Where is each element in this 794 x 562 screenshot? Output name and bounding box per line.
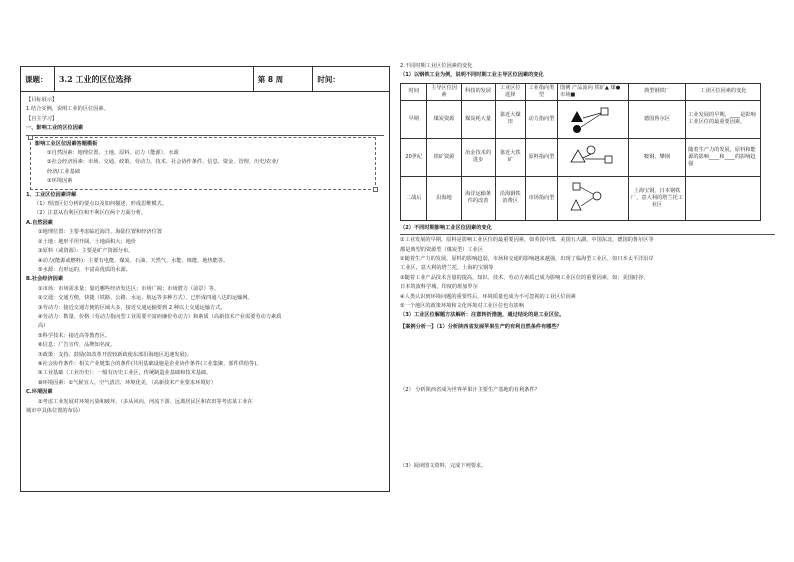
env-item: ②考虑工业发展对环境污染和破坏。（多从风向、河流下游、远离居民区和农田等考虑某工业在: [38, 398, 253, 405]
cell-factor: 铁矿资源: [427, 138, 461, 176]
week-label: 第 8 周: [254, 67, 314, 91]
model-item: ③环境因素: [47, 178, 73, 185]
cell-change: 随着生产力的发展，原料和能源的影响____和____的影响趋强: [686, 138, 761, 176]
flow-diagram-20th-century: [563, 140, 623, 174]
cell-type: 原料指向型: [525, 138, 557, 176]
social-item: ④劳动力：数量、价格（劳动力指向型工业需要丰富而廉价劳动力）和素质（高新技术产业需要劳动力素质: [38, 313, 282, 320]
model-item: 经济/工业基础: [47, 168, 80, 175]
left-column: [20, 66, 390, 492]
social-item: ⑥信息：广告宣传，品牌知名度。: [38, 342, 116, 349]
case-analysis-q1: 【案例分析一】（1）分析陕西省发展苹果生产的有利自然条件有哪些？: [400, 323, 562, 330]
cell-tech: 冶金技术的进步: [461, 138, 495, 176]
coal-circle: [593, 192, 601, 200]
header-cell: 科技的发展: [461, 83, 495, 100]
self-study-heading: 【自主学习】: [26, 115, 58, 122]
subsection-1: 1、工业区位因素详解: [26, 191, 77, 198]
change-item: ①工业发展的早期，原料是影响工业区位的最重要因素，如英国中部，美国五大湖，中国东北，德国的鲁尔区等: [400, 237, 654, 244]
cell-plant: 鞍钢、攀钢: [628, 138, 685, 176]
model-box: [30, 137, 376, 190]
topic-title: 3.2 工业的区位选择: [55, 67, 254, 91]
cell-type: 动力指向型: [525, 100, 557, 138]
flow-arrow: [583, 154, 591, 158]
cell-change: 工业发展的早期，____是影响工业区位的最重要因素。: [686, 100, 761, 138]
social-item: ⑨工业基础（工业历史）：一般有历史工业区，传统制造业基础和技术基础。: [38, 370, 212, 377]
header-cell: 主导区位因素: [427, 83, 461, 100]
cell-site: 靠近大煤田: [495, 100, 525, 138]
natural-item: ③原料（或资源）：主要是矿产资源分布。: [38, 248, 134, 255]
cell-plant: 德国鲁尔区: [628, 100, 685, 138]
table-row: [401, 100, 761, 138]
change-item: 工业区，意大利的塔兰托，上海的宝钢等: [400, 265, 494, 272]
social-item: ①市场：市场需求量；靠近哪些经济发达区；市场广阔；市场潜力（前景）等。: [38, 285, 220, 292]
subsection-1-1: （1）理清区位分析的要点以及如何描述，形成思维模式。: [34, 201, 167, 208]
env-item: 城市中具体位置的布局）: [26, 408, 84, 414]
coal-circle: [587, 146, 595, 154]
section2-3-title: （3）工业区位解题方法解析：注意转折措施，通过结论的是工业区位。: [400, 312, 565, 319]
flow-diagram-cell: [558, 176, 629, 220]
section2-title: 2.不同时期工业区位因素的变化: [400, 63, 473, 69]
social-item: ③劳动力：接近交通方便的区域大多，接近交通运输要到 2 种以上交通运输方式。: [38, 304, 226, 311]
cell-tech: 煤炭耗大量: [461, 100, 495, 138]
env-factors-title: C.环境因素: [26, 389, 53, 396]
flow-diagram-cell: [558, 138, 629, 176]
model-title: 影响工业区位因素答题模板: [35, 140, 98, 147]
header-cell: 工业区位选择: [495, 83, 525, 100]
cell-factor: 煤炭资源: [427, 100, 461, 138]
cell-time: 20世纪: [401, 138, 427, 176]
case-analysis-q3: （3）阅读图文资料，完成下列要求。: [400, 462, 487, 469]
coal-circle: [573, 125, 581, 133]
goal-text: 1.结合实例，说明工业的区位因素。: [26, 106, 109, 113]
flow-diagram-postwar: [563, 178, 623, 218]
cell-change: [686, 176, 761, 220]
social-item: 高）: [38, 323, 49, 330]
left-content-frame: [20, 92, 390, 492]
social-item: ②交通：交通方便，快捷（铁路、公路、水运、航运等多种方式），已形成四通八达的运输网。: [38, 295, 253, 302]
section2-2-title: （2）不同时期影响工业区位因素的变化: [400, 224, 492, 231]
cell-type: 市场指向型: [525, 176, 557, 220]
social-factors-title: B.社会经济因素: [26, 276, 64, 283]
natural-item: ②土地：地形平坦开阔，土地面积大；地价: [38, 238, 137, 245]
natural-item: ①地理位置：主要考虑临近海洋、海陆位置和经济位置: [38, 229, 162, 236]
cell-factor: 沿海地: [427, 176, 461, 220]
cell-plant: 上海宝钢，日本钢铁厂，意大利的塔兰托工业区: [628, 176, 685, 220]
subsection-1-2: （2）注意从有利区位和不利区位两个方面分析。: [34, 210, 147, 217]
table-header-row: [401, 83, 761, 100]
change-item: 日本筑波科学城，印度的班加罗尔: [400, 284, 478, 291]
header-cell: 图例 产品流向 铁矿▲ 煤● 市场■: [558, 83, 629, 100]
iron-ore-triangle: [571, 111, 583, 122]
cell-site: 沿海钢铁消费区: [495, 176, 525, 220]
section2-1-title: （1）以钢铁工业为例，说明不同时期工业主导区位因素的变化: [400, 72, 544, 79]
social-item: ⑤科学技术：接近高等教育区。: [38, 332, 111, 339]
change-item: ④人类认识到环境问题的重要性后，环境质量也成为不可忽视的工业区位因素: [400, 293, 576, 300]
header-cell: 时间: [401, 83, 427, 100]
natural-item: ⑤水源：有形运的，丰富高优质的水源。: [38, 266, 131, 273]
natural-factors-title: A.自然因素: [26, 219, 53, 226]
topic-label: 课题：: [21, 67, 55, 91]
market-square: [573, 183, 580, 190]
table-row: [401, 176, 761, 220]
steel-location-table: [400, 83, 761, 221]
flow-arrow: [580, 187, 593, 194]
section1-title: 一、影响工业的区位因素: [26, 125, 84, 132]
market-square: [601, 108, 608, 115]
change-item: 都是典型的资源型（煤炭型）工业区: [400, 246, 484, 253]
cell-time: 早期: [401, 100, 427, 138]
natural-item: ④动力(能源或燃料)：主要有电能、煤炭、石油、天然气、水能、核能、地热能等。: [38, 257, 229, 264]
time-label: 时间：: [317, 74, 340, 84]
table-row: [401, 138, 761, 176]
cell-time: 二战后: [401, 176, 427, 220]
case-analysis-q2: （2） 分析陕西省成为世界苹果汁主要生产基地的有利条件？: [400, 387, 540, 394]
divider: [400, 234, 775, 235]
social-item: ⑦政策：支持、鼓励(如改革开放较新政使东部沿海地区迅速发展)。: [38, 351, 192, 358]
iron-ore-triangle: [571, 150, 585, 162]
header-cell: 工业区位因素的变化: [686, 83, 761, 100]
change-item: ⑤一个地区的政策环境和文化环境对工业区位也有影响: [400, 303, 524, 310]
flow-arrow: [581, 198, 593, 206]
model-item: ②社会经济因素：市场、交通、政策、劳动力、技术、社会协作条件、信息、资金、管理、历史/农业/: [47, 159, 279, 166]
goal-heading: 【目标展示】: [26, 97, 58, 103]
market-square: [605, 156, 612, 163]
header-cell: 工业指向类型: [525, 83, 557, 100]
header-cell: 典型钢铁厂: [628, 83, 685, 100]
lesson-header: [20, 66, 390, 92]
change-item: ②随着生产力的发展，原料的影响趋弱，市场和交通的影响越来越强，出现了临海型工业区，如日本太平洋沿岸: [400, 256, 654, 263]
iron-ore-triangle: [571, 200, 581, 210]
flow-diagram-cell: [558, 100, 629, 138]
model-item: ①自然因素：地理位置、土地、原料、动力（能源）、水源: [47, 150, 179, 157]
cell-site: 靠近大铁矿: [495, 138, 525, 176]
divider: [26, 135, 384, 136]
change-item: ③随着工业产品技术含量的提高，知识、技术、劳动力素质已成为影响工业区位的重要因素，如：美国硅谷，: [400, 274, 649, 281]
cell-tech: 海洋运输条件的改善: [461, 176, 495, 220]
right-column: [400, 62, 775, 471]
social-item: ⑩环境因素：①气候宜人、空气清洁、环境优美，（高新技术产业要求环境好）: [38, 379, 216, 386]
flow-diagram-early: [563, 102, 623, 136]
social-item: ⑧社会协作条件：相关产业链集合的条件(共用基础设施是企业协作条件(工业集聚、部件供给等)。: [38, 360, 262, 367]
